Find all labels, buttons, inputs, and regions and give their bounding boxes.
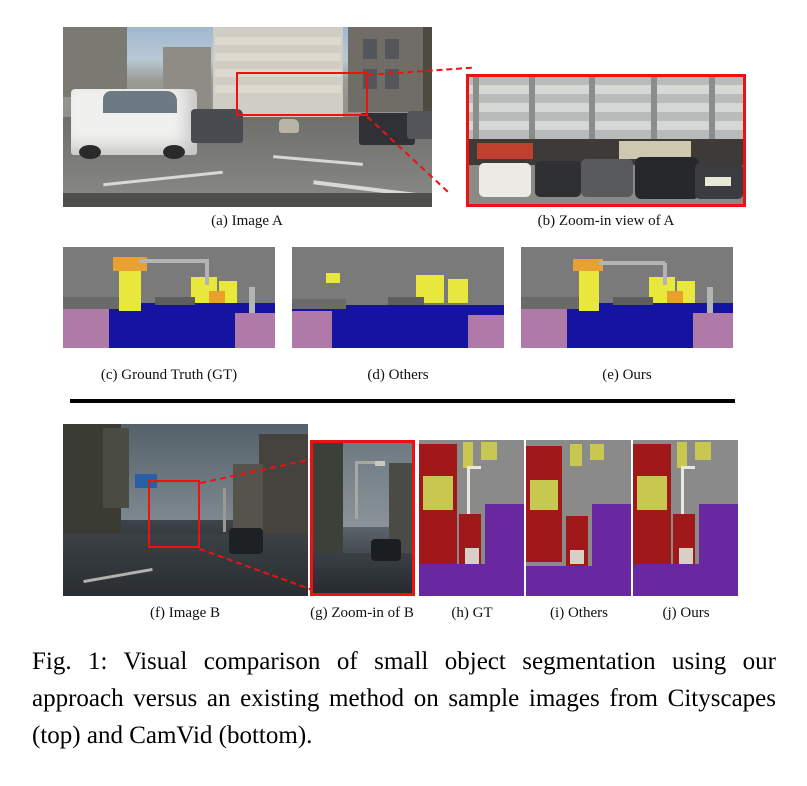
car-windshield [103, 91, 177, 113]
car-class [570, 550, 584, 564]
ego-hood [63, 193, 432, 207]
sidewalk-class [468, 315, 504, 348]
road-class [526, 566, 592, 596]
car-wheel [163, 145, 185, 159]
segmentation-others-camvid [526, 440, 631, 596]
facade-column [709, 77, 715, 139]
segmentation-ours [521, 247, 733, 348]
awning [477, 143, 533, 159]
tree [313, 443, 343, 553]
tree-class [695, 442, 711, 460]
sidewalk-class [521, 309, 567, 348]
zoom-view-b [310, 440, 415, 596]
pole-class [663, 263, 667, 285]
segmentation-ground-truth [63, 247, 275, 348]
caption-a: (a) Image A [211, 213, 283, 229]
tree-class [423, 476, 453, 510]
road-class [419, 564, 485, 596]
car-dark [371, 539, 401, 561]
building-class [292, 299, 346, 309]
building-class [63, 297, 123, 309]
caption-f: (f) Image B [150, 605, 220, 621]
road-class [699, 504, 738, 596]
road-class [633, 564, 699, 596]
building-band [215, 53, 341, 61]
car-class [679, 548, 693, 564]
figure-caption-label: Fig. 1: [32, 648, 108, 675]
caption-h: (h) GT [451, 605, 493, 621]
terrain-class [388, 297, 424, 305]
street-lamp [375, 461, 385, 466]
caption-g: (g) Zoom-in of B [310, 605, 414, 621]
segmentation-others [292, 247, 504, 348]
pole [223, 488, 226, 532]
figure-caption-text: Visual comparison of small object segmentation using our approach versus an existing method on sample images from Cityscapes (top) and CamVid (bottom). [32, 648, 776, 749]
car-class [465, 548, 479, 564]
road-class [485, 504, 524, 596]
caption-b: (b) Zoom-in view of A [537, 213, 675, 229]
caption-c: (c) Ground Truth (GT) [100, 367, 238, 383]
tree-left [103, 428, 129, 508]
terrain-class [155, 297, 195, 305]
car-white [479, 163, 531, 197]
segmentation-ours-camvid [633, 440, 738, 596]
pole-arm-class [467, 466, 481, 469]
caption-e: (e) Ours [602, 367, 652, 383]
image-a-photo [63, 27, 432, 207]
facade-band [469, 103, 743, 112]
car-dark [407, 111, 432, 139]
car-wheel [79, 145, 101, 159]
figure-caption [32, 643, 776, 754]
section-divider [70, 399, 735, 403]
window [363, 39, 377, 59]
facade-band [469, 85, 743, 94]
facade-band [469, 121, 743, 130]
object-class [667, 291, 683, 303]
license-plate [705, 177, 731, 186]
facade-column [651, 77, 657, 139]
tree-class [530, 480, 558, 510]
building-band [215, 37, 341, 45]
car-gray [581, 159, 633, 197]
terrain-class [613, 297, 653, 305]
pole-class [139, 259, 209, 263]
sidewalk-class [693, 313, 733, 348]
car-dark [229, 528, 263, 554]
tree-class [570, 444, 582, 466]
window [385, 39, 399, 59]
facade-column [589, 77, 595, 139]
facade-column [529, 77, 535, 139]
facade-column [473, 77, 479, 139]
pole-class [599, 261, 665, 265]
building-class [521, 297, 581, 309]
pole-class [707, 287, 713, 313]
car-dark [535, 161, 581, 197]
zoom-region-box-b [148, 480, 200, 548]
building-right [259, 434, 308, 544]
tree-class [481, 442, 497, 460]
tree-class [463, 442, 473, 468]
car-dark [635, 157, 699, 199]
tree-class [677, 442, 687, 468]
pole-class [205, 261, 209, 285]
road-class [592, 504, 631, 596]
object-class [209, 291, 225, 303]
building-fragment [326, 273, 340, 283]
pole [355, 461, 358, 519]
pole-class [249, 287, 255, 313]
sidewalk-class [235, 313, 275, 348]
building-left [63, 27, 127, 97]
tree-class [590, 444, 604, 460]
car-far [279, 119, 299, 133]
segmentation-ground-truth-camvid [419, 440, 524, 596]
sidewalk-class [292, 311, 332, 348]
pole-arm-class [681, 466, 695, 469]
sidewalk-class [63, 309, 109, 348]
zoom-region-box-a [236, 72, 368, 116]
caption-d: (d) Others [367, 367, 429, 383]
caption-i: (i) Others [550, 605, 608, 621]
caption-j: (j) Ours [662, 605, 710, 621]
zoom-view-a [466, 74, 746, 207]
building-class [448, 279, 468, 303]
tree-class [637, 476, 667, 510]
